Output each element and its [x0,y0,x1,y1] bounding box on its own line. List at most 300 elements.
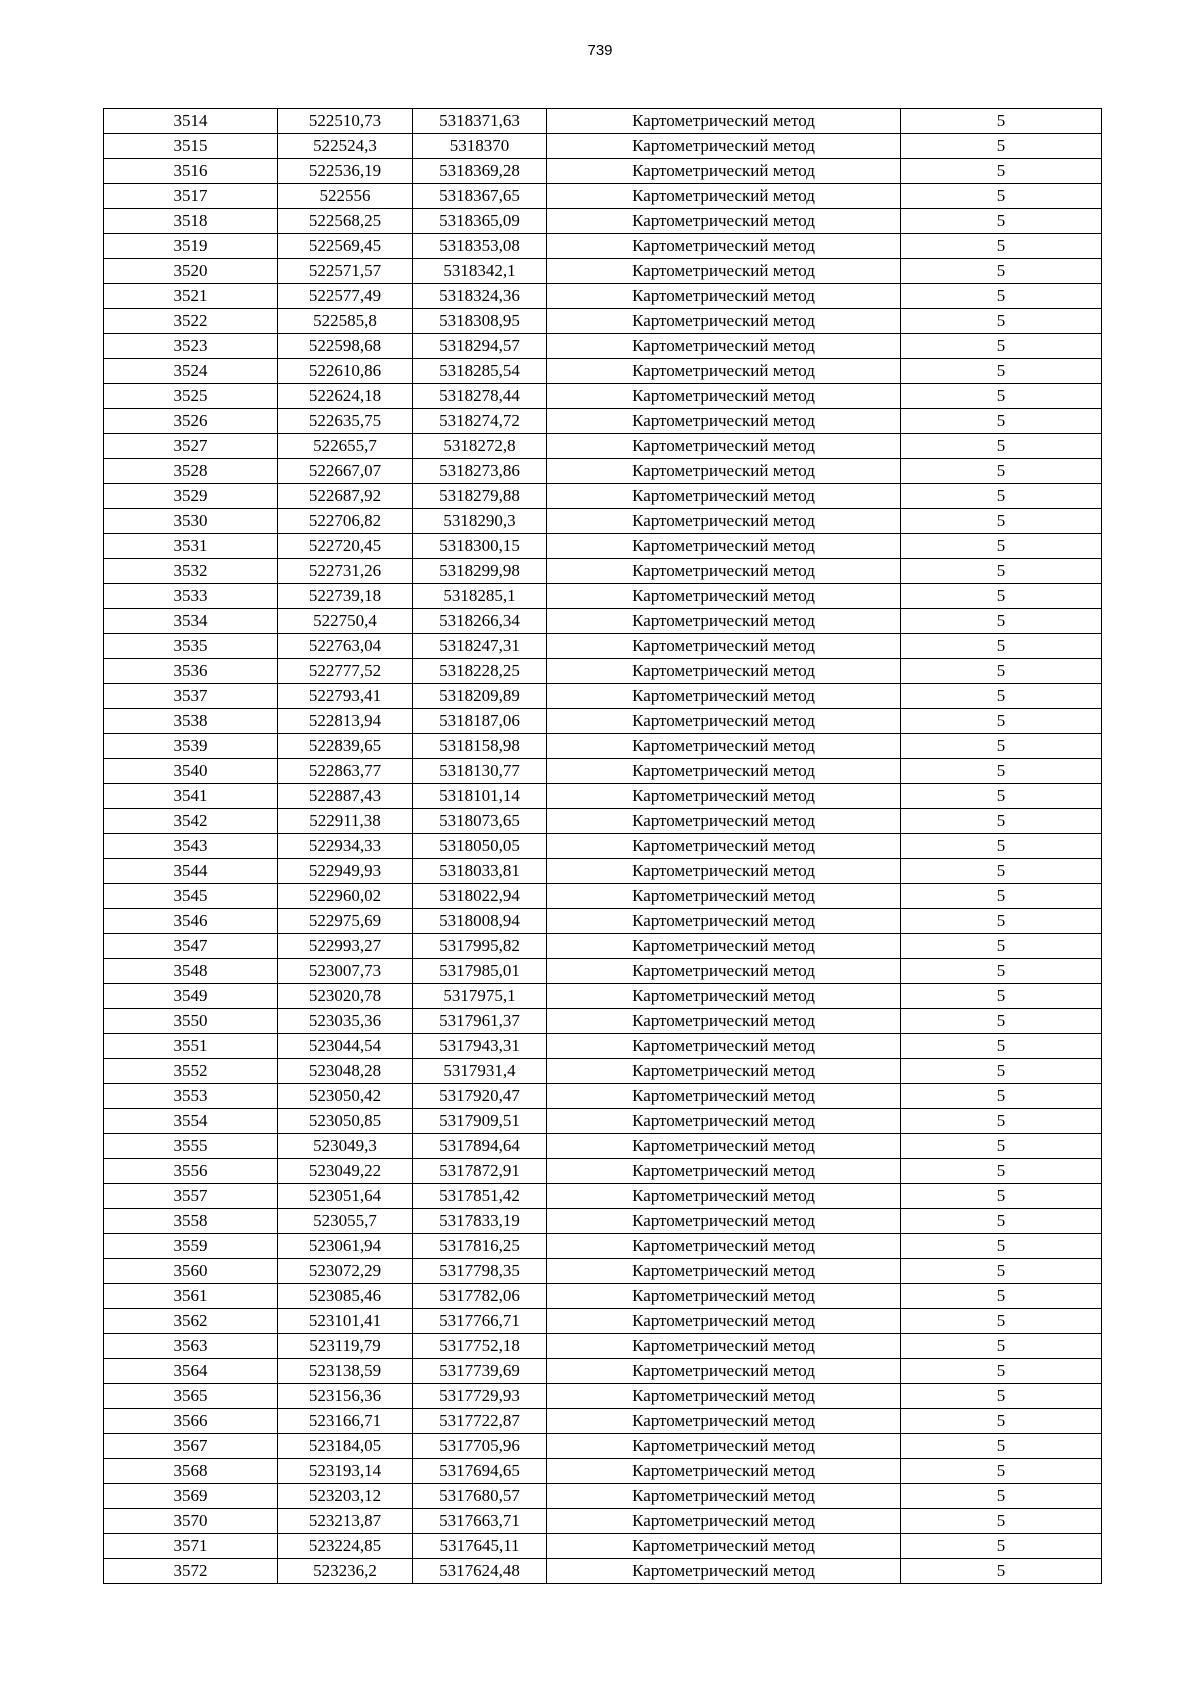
x-coordinate-cell: 523020,78 [278,984,413,1009]
point-number-cell: 3539 [104,734,278,759]
y-coordinate-cell: 5317975,1 [413,984,547,1009]
x-coordinate-cell: 522720,45 [278,534,413,559]
method-cell: Картометрический метод [547,459,901,484]
point-number-cell: 3570 [104,1509,278,1534]
y-coordinate-cell: 5317729,93 [413,1384,547,1409]
table-row [104,934,1102,959]
point-number-cell: 3572 [104,1559,278,1584]
table-row [104,1209,1102,1234]
point-number-cell: 3557 [104,1184,278,1209]
method-cell: Картометрический метод [547,384,901,409]
table-row [104,809,1102,834]
method-cell: Картометрический метод [547,484,901,509]
x-coordinate-cell: 522577,49 [278,284,413,309]
accuracy-cell: 5 [901,734,1102,759]
x-coordinate-cell: 522839,65 [278,734,413,759]
accuracy-cell: 5 [901,1284,1102,1309]
x-coordinate-cell: 522731,26 [278,559,413,584]
y-coordinate-cell: 5318371,63 [413,109,547,134]
accuracy-cell: 5 [901,859,1102,884]
page-number: 739 [587,42,613,59]
method-cell: Картометрический метод [547,134,901,159]
table-row [104,409,1102,434]
point-number-cell: 3553 [104,1084,278,1109]
table-row [104,659,1102,684]
table-row [104,1109,1102,1134]
x-coordinate-cell: 522934,33 [278,834,413,859]
y-coordinate-cell: 5318353,08 [413,234,547,259]
point-number-cell: 3530 [104,509,278,534]
y-coordinate-cell: 5318022,94 [413,884,547,909]
y-coordinate-cell: 5317722,87 [413,1409,547,1434]
table-row [104,1009,1102,1034]
method-cell: Картометрический метод [547,609,901,634]
method-cell: Картометрический метод [547,884,901,909]
x-coordinate-cell: 523119,79 [278,1334,413,1359]
point-number-cell: 3521 [104,284,278,309]
x-coordinate-cell: 522598,68 [278,334,413,359]
method-cell: Картометрический метод [547,1109,901,1134]
method-cell: Картометрический метод [547,409,901,434]
y-coordinate-cell: 5318033,81 [413,859,547,884]
method-cell: Картометрический метод [547,1509,901,1534]
coordinates-table-body [104,109,1102,1584]
x-coordinate-cell: 523044,54 [278,1034,413,1059]
method-cell: Картометрический метод [547,709,901,734]
method-cell: Картометрический метод [547,1484,901,1509]
accuracy-cell: 5 [901,1309,1102,1334]
x-coordinate-cell: 522993,27 [278,934,413,959]
y-coordinate-cell: 5318285,54 [413,359,547,384]
method-cell: Картометрический метод [547,184,901,209]
x-coordinate-cell: 523050,42 [278,1084,413,1109]
method-cell: Картометрический метод [547,784,901,809]
y-coordinate-cell: 5317624,48 [413,1559,547,1584]
accuracy-cell: 5 [901,1184,1102,1209]
x-coordinate-cell: 522655,7 [278,434,413,459]
method-cell: Картометрический метод [547,259,901,284]
accuracy-cell: 5 [901,234,1102,259]
y-coordinate-cell: 5317943,31 [413,1034,547,1059]
accuracy-cell: 5 [901,409,1102,434]
accuracy-cell: 5 [901,209,1102,234]
x-coordinate-cell: 522610,86 [278,359,413,384]
y-coordinate-cell: 5318130,77 [413,759,547,784]
table-row [104,1334,1102,1359]
accuracy-cell: 5 [901,1359,1102,1384]
accuracy-cell: 5 [901,659,1102,684]
accuracy-cell: 5 [901,1209,1102,1234]
accuracy-cell: 5 [901,759,1102,784]
method-cell: Картометрический метод [547,1534,901,1559]
point-number-cell: 3547 [104,934,278,959]
table-row [104,184,1102,209]
table-row [104,984,1102,1009]
table-row [104,1234,1102,1259]
accuracy-cell: 5 [901,459,1102,484]
table-row [104,1559,1102,1584]
point-number-cell: 3538 [104,709,278,734]
y-coordinate-cell: 5318300,15 [413,534,547,559]
x-coordinate-cell: 523203,12 [278,1484,413,1509]
table-row [104,634,1102,659]
accuracy-cell: 5 [901,1534,1102,1559]
table-row [104,1534,1102,1559]
point-number-cell: 3559 [104,1234,278,1259]
y-coordinate-cell: 5318273,86 [413,459,547,484]
table-row [104,484,1102,509]
y-coordinate-cell: 5317739,69 [413,1359,547,1384]
method-cell: Картометрический метод [547,684,901,709]
accuracy-cell: 5 [901,584,1102,609]
method-cell: Картометрический метод [547,1359,901,1384]
accuracy-cell: 5 [901,109,1102,134]
x-coordinate-cell: 522949,93 [278,859,413,884]
point-number-cell: 3516 [104,159,278,184]
point-number-cell: 3562 [104,1309,278,1334]
y-coordinate-cell: 5318299,98 [413,559,547,584]
table-row [104,1159,1102,1184]
accuracy-cell: 5 [901,834,1102,859]
point-number-cell: 3550 [104,1009,278,1034]
accuracy-cell: 5 [901,259,1102,284]
x-coordinate-cell: 523184,05 [278,1434,413,1459]
method-cell: Картометрический метод [547,1334,901,1359]
y-coordinate-cell: 5318209,89 [413,684,547,709]
y-coordinate-cell: 5317851,42 [413,1184,547,1209]
table-row [104,1284,1102,1309]
point-number-cell: 3520 [104,259,278,284]
x-coordinate-cell: 522750,4 [278,609,413,634]
table-row [104,234,1102,259]
method-cell: Картометрический метод [547,1559,901,1584]
accuracy-cell: 5 [901,1484,1102,1509]
method-cell: Картометрический метод [547,1184,901,1209]
method-cell: Картометрический метод [547,284,901,309]
point-number-cell: 3543 [104,834,278,859]
y-coordinate-cell: 5317694,65 [413,1459,547,1484]
point-number-cell: 3533 [104,584,278,609]
method-cell: Картометрический метод [547,209,901,234]
accuracy-cell: 5 [901,1134,1102,1159]
y-coordinate-cell: 5317782,06 [413,1284,547,1309]
accuracy-cell: 5 [901,534,1102,559]
method-cell: Картометрический метод [547,1259,901,1284]
point-number-cell: 3534 [104,609,278,634]
y-coordinate-cell: 5318342,1 [413,259,547,284]
point-number-cell: 3527 [104,434,278,459]
y-coordinate-cell: 5317645,11 [413,1534,547,1559]
method-cell: Картометрический метод [547,309,901,334]
point-number-cell: 3525 [104,384,278,409]
accuracy-cell: 5 [901,909,1102,934]
x-coordinate-cell: 523085,46 [278,1284,413,1309]
accuracy-cell: 5 [901,684,1102,709]
table-row [104,1384,1102,1409]
table-row [104,1359,1102,1384]
x-coordinate-cell: 523156,36 [278,1384,413,1409]
accuracy-cell: 5 [901,1009,1102,1034]
table-row [104,259,1102,284]
x-coordinate-cell: 523007,73 [278,959,413,984]
x-coordinate-cell: 523224,85 [278,1534,413,1559]
point-number-cell: 3526 [104,409,278,434]
accuracy-cell: 5 [901,609,1102,634]
accuracy-cell: 5 [901,1159,1102,1184]
x-coordinate-cell: 523072,29 [278,1259,413,1284]
table-row [104,434,1102,459]
accuracy-cell: 5 [901,434,1102,459]
method-cell: Картометрический метод [547,234,901,259]
point-number-cell: 3523 [104,334,278,359]
table-row [104,459,1102,484]
table-row [104,859,1102,884]
y-coordinate-cell: 5318158,98 [413,734,547,759]
y-coordinate-cell: 5318272,8 [413,434,547,459]
accuracy-cell: 5 [901,784,1102,809]
y-coordinate-cell: 5317894,64 [413,1134,547,1159]
accuracy-cell: 5 [901,1259,1102,1284]
method-cell: Картометрический метод [547,984,901,1009]
point-number-cell: 3568 [104,1459,278,1484]
x-coordinate-cell: 522739,18 [278,584,413,609]
x-coordinate-cell: 522667,07 [278,459,413,484]
accuracy-cell: 5 [901,884,1102,909]
y-coordinate-cell: 5318367,65 [413,184,547,209]
point-number-cell: 3522 [104,309,278,334]
table-row [104,1484,1102,1509]
y-coordinate-cell: 5318294,57 [413,334,547,359]
accuracy-cell: 5 [901,1459,1102,1484]
point-number-cell: 3542 [104,809,278,834]
point-number-cell: 3545 [104,884,278,909]
point-number-cell: 3564 [104,1359,278,1384]
point-number-cell: 3554 [104,1109,278,1134]
y-coordinate-cell: 5318324,36 [413,284,547,309]
point-number-cell: 3529 [104,484,278,509]
x-coordinate-cell: 522887,43 [278,784,413,809]
method-cell: Картометрический метод [547,1034,901,1059]
y-coordinate-cell: 5317872,91 [413,1159,547,1184]
table-row [104,559,1102,584]
y-coordinate-cell: 5317995,82 [413,934,547,959]
table-row [104,884,1102,909]
y-coordinate-cell: 5318187,06 [413,709,547,734]
accuracy-cell: 5 [901,1334,1102,1359]
accuracy-cell: 5 [901,634,1102,659]
accuracy-cell: 5 [901,184,1102,209]
method-cell: Картометрический метод [547,634,901,659]
x-coordinate-cell: 522569,45 [278,234,413,259]
method-cell: Картометрический метод [547,109,901,134]
method-cell: Картометрический метод [547,1284,901,1309]
point-number-cell: 3567 [104,1434,278,1459]
table-row [104,1434,1102,1459]
method-cell: Картометрический метод [547,834,901,859]
point-number-cell: 3514 [104,109,278,134]
x-coordinate-cell: 522960,02 [278,884,413,909]
method-cell: Картометрический метод [547,1009,901,1034]
x-coordinate-cell: 523050,85 [278,1109,413,1134]
method-cell: Картометрический метод [547,1384,901,1409]
y-coordinate-cell: 5318247,31 [413,634,547,659]
x-coordinate-cell: 522536,19 [278,159,413,184]
accuracy-cell: 5 [901,1234,1102,1259]
y-coordinate-cell: 5318279,88 [413,484,547,509]
point-number-cell: 3524 [104,359,278,384]
accuracy-cell: 5 [901,384,1102,409]
coordinates-table [103,108,1102,1584]
accuracy-cell: 5 [901,359,1102,384]
y-coordinate-cell: 5317985,01 [413,959,547,984]
y-coordinate-cell: 5317663,71 [413,1509,547,1534]
accuracy-cell: 5 [901,1059,1102,1084]
method-cell: Картометрический метод [547,1409,901,1434]
table-row [104,1309,1102,1334]
method-cell: Картометрический метод [547,1159,901,1184]
x-coordinate-cell: 522706,82 [278,509,413,534]
table-row [104,159,1102,184]
method-cell: Картометрический метод [547,909,901,934]
point-number-cell: 3552 [104,1059,278,1084]
method-cell: Картометрический метод [547,934,901,959]
method-cell: Картометрический метод [547,1209,901,1234]
x-coordinate-cell: 523048,28 [278,1059,413,1084]
table-row [104,1459,1102,1484]
method-cell: Картометрический метод [547,359,901,384]
table-row [104,1259,1102,1284]
y-coordinate-cell: 5318308,95 [413,309,547,334]
method-cell: Картометрический метод [547,659,901,684]
y-coordinate-cell: 5318228,25 [413,659,547,684]
table-row [104,284,1102,309]
point-number-cell: 3566 [104,1409,278,1434]
method-cell: Картометрический метод [547,1459,901,1484]
method-cell: Картометрический метод [547,1434,901,1459]
point-number-cell: 3546 [104,909,278,934]
x-coordinate-cell: 522571,57 [278,259,413,284]
accuracy-cell: 5 [901,984,1102,1009]
x-coordinate-cell: 522793,41 [278,684,413,709]
y-coordinate-cell: 5318369,28 [413,159,547,184]
method-cell: Картометрический метод [547,809,901,834]
accuracy-cell: 5 [901,1109,1102,1134]
y-coordinate-cell: 5318101,14 [413,784,547,809]
point-number-cell: 3540 [104,759,278,784]
point-number-cell: 3551 [104,1034,278,1059]
y-coordinate-cell: 5317766,71 [413,1309,547,1334]
y-coordinate-cell: 5318278,44 [413,384,547,409]
method-cell: Картометрический метод [547,584,901,609]
table-row [104,1184,1102,1209]
method-cell: Картометрический метод [547,559,901,584]
point-number-cell: 3571 [104,1534,278,1559]
x-coordinate-cell: 522635,75 [278,409,413,434]
y-coordinate-cell: 5318050,05 [413,834,547,859]
point-number-cell: 3532 [104,559,278,584]
x-coordinate-cell: 522585,8 [278,309,413,334]
x-coordinate-cell: 523101,41 [278,1309,413,1334]
method-cell: Картометрический метод [547,434,901,459]
y-coordinate-cell: 5317920,47 [413,1084,547,1109]
method-cell: Картометрический метод [547,1234,901,1259]
table-row [104,209,1102,234]
x-coordinate-cell: 522568,25 [278,209,413,234]
point-number-cell: 3548 [104,959,278,984]
point-number-cell: 3535 [104,634,278,659]
y-coordinate-cell: 5318274,72 [413,409,547,434]
x-coordinate-cell: 523051,64 [278,1184,413,1209]
table-row [104,384,1102,409]
table-row [104,1034,1102,1059]
x-coordinate-cell: 522763,04 [278,634,413,659]
x-coordinate-cell: 522510,73 [278,109,413,134]
table-row [104,759,1102,784]
x-coordinate-cell: 523055,7 [278,1209,413,1234]
table-row [104,609,1102,634]
point-number-cell: 3517 [104,184,278,209]
point-number-cell: 3544 [104,859,278,884]
method-cell: Картометрический метод [547,334,901,359]
accuracy-cell: 5 [901,509,1102,534]
accuracy-cell: 5 [901,484,1102,509]
x-coordinate-cell: 523049,22 [278,1159,413,1184]
accuracy-cell: 5 [901,1084,1102,1109]
accuracy-cell: 5 [901,1384,1102,1409]
accuracy-cell: 5 [901,1434,1102,1459]
y-coordinate-cell: 5318365,09 [413,209,547,234]
point-number-cell: 3518 [104,209,278,234]
point-number-cell: 3549 [104,984,278,1009]
table-row [104,359,1102,384]
y-coordinate-cell: 5317909,51 [413,1109,547,1134]
point-number-cell: 3563 [104,1334,278,1359]
method-cell: Картометрический метод [547,1309,901,1334]
x-coordinate-cell: 523049,3 [278,1134,413,1159]
table-row [104,1509,1102,1534]
x-coordinate-cell: 523236,2 [278,1559,413,1584]
method-cell: Картометрический метод [547,1134,901,1159]
accuracy-cell: 5 [901,284,1102,309]
point-number-cell: 3519 [104,234,278,259]
y-coordinate-cell: 5318008,94 [413,909,547,934]
method-cell: Картометрический метод [547,734,901,759]
table-row [104,309,1102,334]
x-coordinate-cell: 523213,87 [278,1509,413,1534]
y-coordinate-cell: 5317798,35 [413,1259,547,1284]
method-cell: Картометрический метод [547,534,901,559]
x-coordinate-cell: 522524,3 [278,134,413,159]
accuracy-cell: 5 [901,1509,1102,1534]
accuracy-cell: 5 [901,334,1102,359]
table-row [104,1059,1102,1084]
point-number-cell: 3536 [104,659,278,684]
y-coordinate-cell: 5318285,1 [413,584,547,609]
accuracy-cell: 5 [901,1034,1102,1059]
table-row [104,109,1102,134]
point-number-cell: 3569 [104,1484,278,1509]
x-coordinate-cell: 523193,14 [278,1459,413,1484]
point-number-cell: 3561 [104,1284,278,1309]
method-cell: Картометрический метод [547,509,901,534]
y-coordinate-cell: 5317752,18 [413,1334,547,1359]
table-row [104,684,1102,709]
point-number-cell: 3555 [104,1134,278,1159]
table-row [104,909,1102,934]
table-row [104,534,1102,559]
table-row [104,509,1102,534]
table-row [104,784,1102,809]
